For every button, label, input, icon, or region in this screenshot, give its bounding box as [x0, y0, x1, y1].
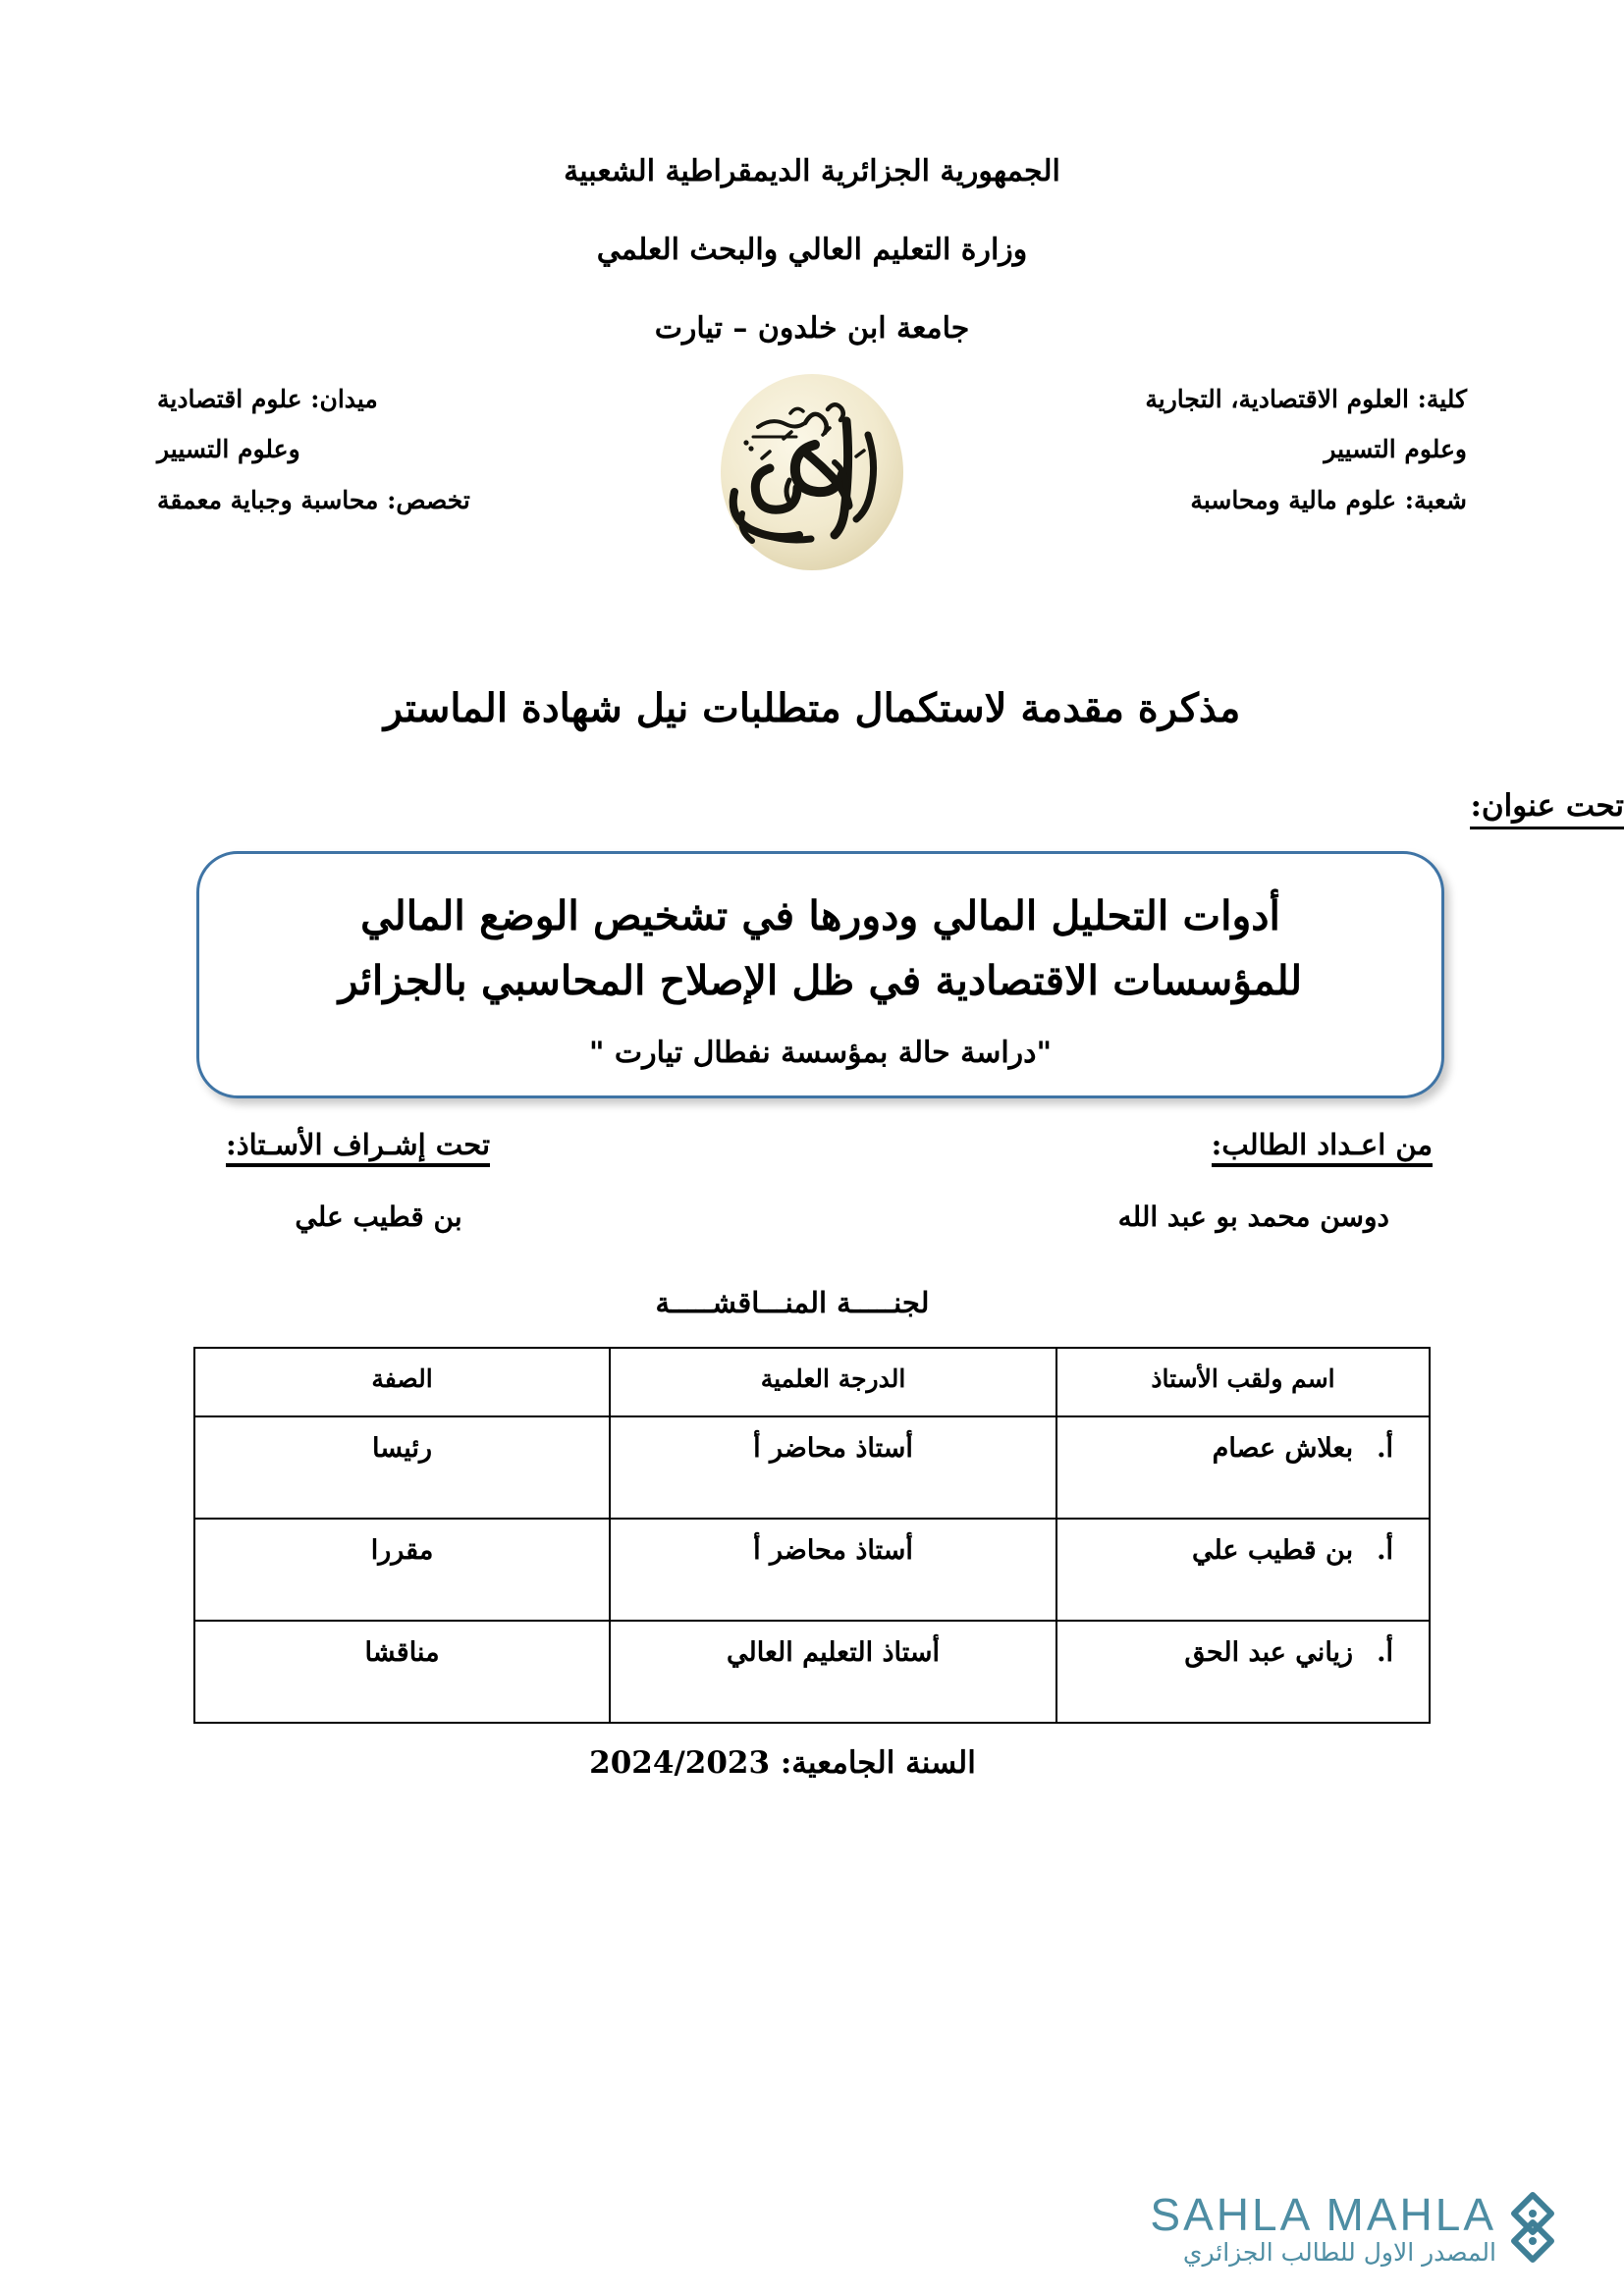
- table-row: [194, 1416, 1430, 1519]
- name-value: بعلاش عصام: [1212, 1432, 1354, 1464]
- academic-year: السنة الجامعية: 2024/2023: [589, 1744, 976, 1781]
- table-row: [194, 1621, 1430, 1723]
- name-value: بن قطيب علي: [1191, 1534, 1354, 1566]
- cell-role: مناقشا: [194, 1621, 610, 1723]
- column-header-role: الصفة: [194, 1348, 610, 1416]
- faculty-info-row: [0, 374, 1624, 577]
- header-line-ministry: وزارة التعليم العالي والبحث العلمي: [596, 233, 1028, 267]
- supervisor-name: بن قطيب علي: [295, 1200, 462, 1233]
- cell-degree: أستاذ محاضر أ: [610, 1519, 1056, 1621]
- student-name: دوسن محمد بو عبد الله: [1117, 1200, 1389, 1233]
- thesis-title-line2: للمؤسسات الاقتصادية في ظل الإصلاح المحاسبي بالجزائر: [338, 957, 1303, 1005]
- field-label-cont: وعلوم التسيير: [157, 435, 300, 464]
- name-prefix: أ.: [1377, 1636, 1393, 1668]
- name-prefix: أ.: [1377, 1432, 1393, 1464]
- supervisor-block: [226, 1128, 490, 1233]
- watermark-tagline: المصدر الاول للطالب الجزائري: [1182, 2238, 1496, 2268]
- branch-label: شعبة: علوم مالية ومحاسبة: [1190, 485, 1467, 514]
- faculty-label-cont: وعلوم التسيير: [1324, 435, 1467, 464]
- column-header-name: اسم ولقب الأستاذ: [1056, 1348, 1430, 1416]
- header-line-country: الجمهورية الجزائرية الديمقراطية الشعبية: [564, 154, 1060, 188]
- header-line-university: جامعة ابن خلدون – تيارت: [654, 311, 970, 346]
- watermark-emblem-icon: [1500, 2190, 1565, 2269]
- committee-table-body: [194, 1416, 1430, 1723]
- university-logo: [699, 366, 925, 577]
- table-row: [194, 1519, 1430, 1621]
- cell-role: مقررا: [194, 1519, 610, 1621]
- name-prefix: أ.: [1377, 1534, 1393, 1566]
- under-title-label: تحت عنوان:: [1470, 788, 1624, 829]
- people-row: [226, 1128, 1433, 1233]
- cell-professor-name: [1056, 1519, 1430, 1621]
- faculty-info-left: [157, 374, 569, 525]
- specialty-label: تخصص: محاسبة وجباية معمقة: [157, 485, 470, 514]
- faculty-info-right: [1055, 374, 1467, 525]
- cell-professor-name: [1056, 1416, 1430, 1519]
- table-header-row: [194, 1348, 1430, 1416]
- cell-professor-name: [1056, 1621, 1430, 1723]
- cell-degree: أستاذ محاضر أ: [610, 1416, 1056, 1519]
- cell-degree: أستاذ التعليم العالي: [610, 1621, 1056, 1723]
- watermark-brand-name: SAHLA MAHLA: [1150, 2189, 1496, 2241]
- document-header: [0, 0, 1624, 345]
- committee-table-head: [194, 1348, 1430, 1416]
- watermark-text: [1150, 2189, 1496, 2268]
- field-label: ميدان: علوم اقتصادية: [157, 385, 378, 413]
- faculty-label: كلية: العلوم الاقتصادية، التجارية: [1145, 385, 1467, 413]
- submission-statement: مذكرة مقدمة لاستكمال متطلبات نيل شهادة الماستر: [383, 685, 1241, 731]
- column-header-degree: الدرجة العلمية: [610, 1348, 1056, 1416]
- supervisor-label: تحت إشـراف الأسـتاذ:: [226, 1128, 490, 1167]
- university-logo-icon: [699, 366, 925, 577]
- student-label: من اعـداد الطالب:: [1212, 1128, 1433, 1167]
- thesis-subtitle: "دراسة حالة بمؤسسة نفطال تيارت ": [588, 1035, 1053, 1070]
- cell-role: رئيسا: [194, 1416, 610, 1519]
- thesis-title-line1: أدوات التحليل المالي ودورها في تشخيص الوضع المالي: [360, 892, 1280, 939]
- student-block: [1118, 1128, 1433, 1233]
- under-title-wrap: [191, 788, 1624, 829]
- committee-table: [193, 1347, 1431, 1724]
- thesis-title-box: [196, 851, 1444, 1098]
- committee-heading: لجنـــــة المنـــاقشـــــة: [655, 1285, 930, 1319]
- watermark-logo: [1150, 2190, 1565, 2269]
- name-value: زياني عبد الحق: [1184, 1636, 1354, 1668]
